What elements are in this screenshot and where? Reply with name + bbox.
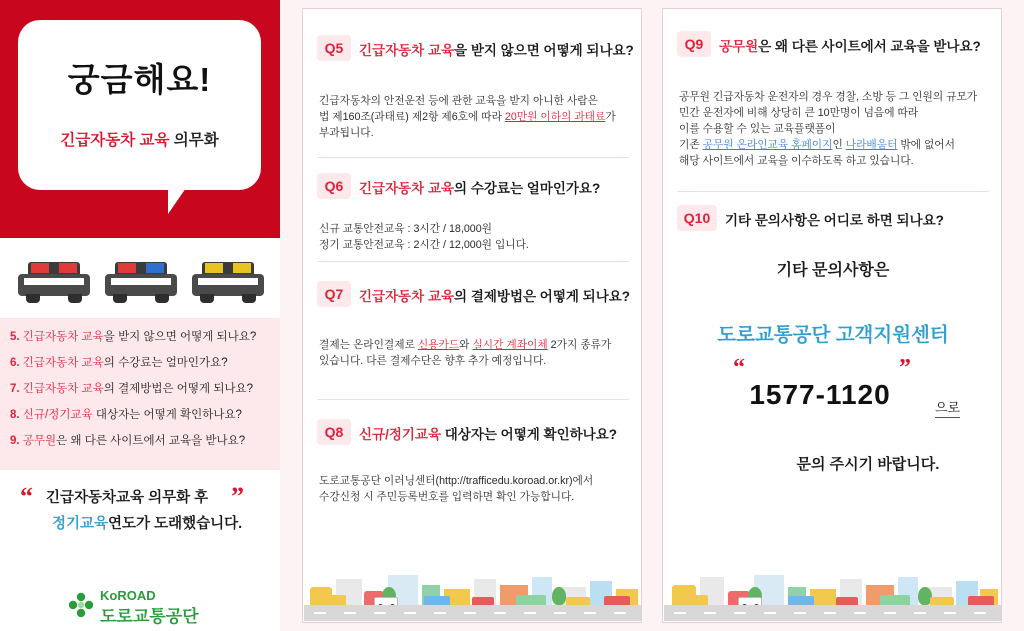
quote-mark-right-icon: ” [899, 355, 911, 381]
faq-item-q9 [663, 31, 1003, 167]
poster-subtitle [18, 128, 261, 150]
question-q7: 긴급자동차 교육의 결제방법은 어떻게 되나요? [359, 289, 631, 304]
list-item-highlight: 긴급자동차 교육 [22, 383, 104, 395]
faq-item-q6 [303, 173, 643, 251]
question-q8: 신규/정기교육 대상자는 어떻게 확인하나요? [359, 427, 617, 442]
emergency-cars-illustration [18, 262, 264, 308]
left-quote-line2-dark: 연도가 도래했습니다. [108, 516, 243, 532]
city-illustration-right [664, 563, 1002, 621]
question-index-list [0, 318, 280, 470]
list-item [10, 354, 268, 370]
list-item-text: 의 수강료는 얼마인가요? [103, 357, 228, 369]
speech-bubble [18, 20, 261, 190]
badge-q10: Q10 [677, 205, 717, 231]
question-q5: 긴급자동차 교육을 받지 않으면 어떻게 되나요? [359, 43, 634, 58]
faq-panel-right [662, 8, 1002, 623]
list-item-highlight: 신규/정기교육 [22, 409, 93, 421]
list-item-highlight: 긴급자동차 교육 [22, 331, 104, 343]
question-q6: 긴급자동차 교육의 수강료는 얼마인가요? [359, 181, 601, 196]
quote-mark-right-icon: ” [231, 482, 244, 511]
list-item-number: 9. [10, 435, 20, 447]
badge-q9: Q9 [677, 31, 711, 57]
faq-item-q10 [663, 205, 1003, 235]
list-item-text: 대상자는 어떻게 확인하나요? [92, 409, 242, 421]
badge-q7: Q7 [317, 281, 351, 307]
badge-q6: Q6 [317, 173, 351, 199]
contact-center-name: 도로교통공단 고객지원센터 [717, 324, 949, 346]
koroad-logo-kr: 도로교통공단 [100, 607, 199, 626]
contact-phone-suffix: 으로 [935, 397, 960, 418]
list-item-highlight: 공무원 [22, 435, 57, 447]
faq-panel-middle [302, 8, 642, 623]
list-item-number: 7. [10, 383, 20, 395]
car-icon-red [18, 262, 90, 304]
list-item-number: 6. [10, 357, 20, 369]
list-item [10, 328, 268, 344]
quote-mark-left-icon: “ [20, 482, 33, 511]
faq-item-q5 [303, 35, 643, 139]
contact-line1: 기타 문의사항은 [776, 262, 890, 279]
answer-q5: 긴급자동차의 안전운전 등에 관한 교육을 받지 아니한 사람은 법 제160조(과태료) 제2항 제6호에 따라 20만원 이하의 과태료가 부과됩니다. [319, 95, 616, 139]
list-item-highlight: 긴급자동차 교육 [22, 357, 104, 369]
poster-title: 궁금해요! [67, 61, 212, 98]
badge-q8: Q8 [317, 419, 351, 445]
poster-subtitle-rest: 의무화 [169, 132, 219, 149]
poster-subtitle-highlight: 긴급자동차 교육 [60, 132, 170, 149]
list-item-text: 은 왜 다른 사이트에서 교육을 받나요? [56, 435, 246, 447]
quote-mark-left-icon: “ [733, 355, 745, 381]
city-illustration-middle [304, 563, 642, 621]
koroad-logo-en: KoROAD [100, 588, 156, 603]
answer-q8: 도로교통공단 이러닝센터(http://trafficedu.koroad.or.kr)에서 수강신청 시 주민등록번호를 입력하면 확인 가능합니다. [319, 475, 594, 503]
divider [317, 399, 629, 400]
list-item-text: 의 결제방법은 어떻게 되나요? [103, 383, 254, 395]
left-quote-line2 [52, 512, 242, 533]
left-column [0, 0, 280, 631]
list-item-number: 5. [10, 331, 20, 343]
left-quote-line1: 긴급자동차교육 의무화 후 [46, 490, 209, 506]
badge-q5: Q5 [317, 35, 351, 61]
answer-q7: 결제는 온라인결제로 신용카드와 실시간 계좌이체 2가지 종류가 있습니다. 다른 결제수단은 향후 추가 예정입니다. [319, 339, 612, 367]
list-item-text: 을 받지 않으면 어떻게 되나요? [103, 331, 257, 343]
left-quote-block [0, 470, 280, 560]
list-item [10, 406, 268, 422]
divider [677, 191, 989, 192]
list-item [10, 380, 268, 396]
divider [317, 261, 629, 262]
question-q9: 공무원은 왜 다른 사이트에서 교육을 받나요? [719, 39, 981, 54]
speech-bubble-tail-icon [168, 188, 186, 214]
koroad-logo [68, 588, 228, 626]
koroad-logo-mark-icon [68, 592, 94, 618]
list-item [10, 432, 268, 448]
list-item-number: 8. [10, 409, 20, 421]
left-quote-line2-blue: 정기교육 [52, 516, 109, 532]
divider [317, 157, 629, 158]
faq-item-q8 [303, 419, 643, 503]
answer-q9: 공무원 긴급자동차 운전자의 경우 경찰, 소방 등 그 인원의 규모가 민간 운전자에 비해 상당히 큰 10만명이 넘음에 따라 이를 수용할 수 있는 교육플랫폼이 기존 공무원 온라인교육 홈페이지인 나라배움터 밖에 없어서 해당 사이트에서 교육을 이수하도록 하고 있습니다. [679, 91, 978, 167]
answer-q6: 신규 교통안전교육 : 3시간 / 18,000원 정기 교통안전교육 : 2시간 / 12,000원 입니다. [319, 223, 529, 251]
left-red-banner [0, 0, 280, 238]
car-icon-yellow [192, 262, 264, 304]
contact-phone-number[interactable]: 1577-1120 [749, 379, 891, 410]
faq-item-q7 [303, 281, 643, 367]
contact-line3: 문의 주시기 바랍니다. [796, 456, 940, 473]
car-icon-blue [105, 262, 177, 304]
question-q10: 기타 문의사항은 어디로 하면 되나요? [725, 213, 944, 228]
